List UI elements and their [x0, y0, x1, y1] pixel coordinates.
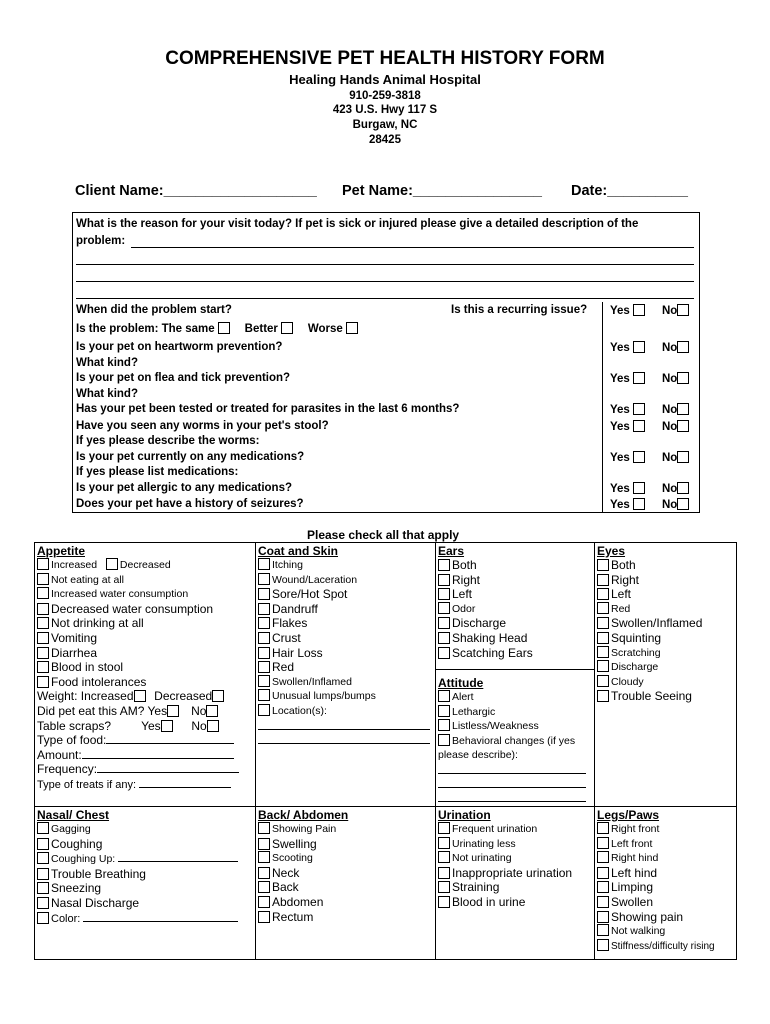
no-option: No	[662, 482, 691, 495]
reason-line-4[interactable]	[76, 298, 694, 299]
coughing-up-input[interactable]	[118, 851, 238, 862]
grid-col-divider-3	[594, 542, 595, 960]
same-checkbox[interactable]	[218, 322, 230, 334]
urination-section	[438, 808, 593, 910]
back-item: Showing Pain	[258, 822, 434, 837]
yes-checkbox[interactable]	[633, 304, 645, 316]
checkbox[interactable]	[37, 573, 49, 585]
nasal-item: Nasal Discharge	[37, 896, 253, 911]
legs-section	[597, 808, 735, 954]
checkbox[interactable]	[597, 881, 609, 893]
nasal-section	[37, 808, 253, 926]
urination-item: Urinating less	[438, 837, 593, 852]
back-item: Swelling	[258, 837, 434, 852]
checkbox[interactable]	[258, 632, 270, 644]
eyes-item: Discharge	[597, 660, 735, 675]
checkbox[interactable]	[258, 661, 270, 673]
nasal-item: Color:	[37, 911, 253, 927]
checkbox[interactable]	[597, 911, 609, 923]
describe-line[interactable]	[438, 777, 593, 791]
no-checkbox[interactable]	[677, 482, 689, 494]
ears-item: Left	[438, 587, 593, 602]
legs-title: Legs/Paws	[597, 808, 660, 822]
checkbox[interactable]	[37, 661, 49, 673]
checkbox[interactable]	[37, 897, 49, 909]
appetite-item: Not eating at all	[37, 573, 253, 588]
checkbox[interactable]	[37, 676, 49, 688]
legs-item: Showing pain	[597, 910, 735, 925]
eyes-section	[597, 544, 735, 704]
checkbox[interactable]	[597, 574, 609, 586]
q-allergic: Is your pet allergic to any medications?	[76, 482, 293, 494]
urination-item: Inappropriate urination	[438, 866, 593, 881]
yes-checkbox[interactable]	[633, 403, 645, 415]
worse-checkbox[interactable]	[346, 322, 358, 334]
back-section	[258, 808, 434, 924]
checkbox[interactable]	[258, 822, 270, 834]
checkbox[interactable]	[258, 911, 270, 923]
food-row: Type of food:	[37, 733, 253, 748]
coat-item: Location(s):	[258, 704, 434, 719]
nasal-item: Gagging	[37, 822, 253, 837]
q-worms-desc: If yes please describe the worms:	[76, 435, 260, 447]
ears-item: Right	[438, 573, 593, 588]
weight-row: Weight: Increased Decreased	[37, 689, 253, 704]
describe-line[interactable]	[438, 763, 593, 777]
eyes-item: Cloudy	[597, 675, 735, 690]
checkbox[interactable]	[438, 705, 450, 717]
nasal-title: Nasal/ Chest	[37, 808, 110, 822]
yes-checkbox[interactable]	[633, 482, 645, 494]
ears-item: Discharge	[438, 616, 593, 631]
q-flea: Is your pet on flea and tick prevention?	[76, 372, 291, 384]
better-checkbox[interactable]	[281, 322, 293, 334]
eyes-item: Trouble Seeing	[597, 689, 735, 704]
checkbox[interactable]	[597, 867, 609, 879]
appetite-section	[37, 544, 253, 793]
checkbox[interactable]	[438, 632, 450, 644]
checkbox[interactable]	[258, 896, 270, 908]
yes-checkbox[interactable]	[633, 420, 645, 432]
back-item: Back	[258, 880, 434, 895]
checkbox[interactable]	[438, 602, 450, 614]
checkbox[interactable]	[597, 822, 609, 834]
checkbox[interactable]	[597, 837, 609, 849]
coat-item: Itching	[258, 558, 434, 573]
checkbox[interactable]	[438, 851, 450, 863]
appetite-item: Vomiting	[37, 631, 253, 646]
no-checkbox[interactable]	[677, 372, 689, 384]
checkbox[interactable]	[438, 719, 450, 731]
visit-divider	[602, 302, 603, 513]
treats-row: Type of treats if any:	[37, 777, 253, 793]
checkbox[interactable]	[438, 881, 450, 893]
checkbox[interactable]	[597, 632, 609, 644]
checkbox[interactable]	[258, 675, 270, 687]
checkbox[interactable]	[207, 720, 219, 732]
checkbox[interactable]	[258, 867, 270, 879]
checkbox[interactable]	[37, 882, 49, 894]
form-title: COMPREHENSIVE PET HEALTH HISTORY FORM	[165, 48, 605, 69]
grid-col-divider-2	[435, 542, 436, 960]
no-option: No	[662, 403, 691, 416]
checkbox[interactable]	[438, 734, 450, 746]
no-option: No	[662, 304, 691, 317]
yes-checkbox[interactable]	[633, 372, 645, 384]
attitude-item: Listless/Weakness	[438, 719, 593, 734]
checkbox[interactable]	[597, 559, 609, 571]
reason-line-3[interactable]	[76, 281, 694, 282]
coat-item: Dandruff	[258, 602, 434, 617]
q-heartworm-kind: What kind?	[76, 357, 138, 369]
checkbox[interactable]	[258, 588, 270, 600]
appetite-item: Blood in stool	[37, 660, 253, 675]
checkbox[interactable]	[438, 690, 450, 702]
checkbox[interactable]	[37, 852, 49, 864]
coat-item: Red	[258, 660, 434, 675]
checkbox[interactable]	[37, 632, 49, 644]
date-field[interactable]: Date:__________	[571, 183, 688, 199]
checklist-title: Please check all that apply	[307, 528, 460, 542]
yes-option: Yes	[610, 341, 647, 354]
back-title: Back/ Abdomen	[258, 808, 349, 822]
no-option: No	[662, 420, 691, 433]
back-item: Abdomen	[258, 895, 434, 910]
checkbox[interactable]	[37, 603, 49, 615]
checkbox[interactable]	[37, 868, 49, 880]
eyes-item: Squinting	[597, 631, 735, 646]
checkbox[interactable]	[438, 867, 450, 879]
checkbox[interactable]	[597, 896, 609, 908]
checkbox[interactable]	[438, 588, 450, 600]
urination-item: Frequent urination	[438, 822, 593, 837]
appetite-item: Not drinking at all	[37, 616, 253, 631]
q-recurring: Is this a recurring issue?	[451, 304, 588, 316]
legs-item: Right front	[597, 822, 735, 837]
eyes-item: Left	[597, 587, 735, 602]
attitude-item: Behavioral changes (if yes	[438, 734, 593, 749]
yes-option: Yes	[610, 372, 647, 385]
back-item: Neck	[258, 866, 434, 881]
checkbox[interactable]	[258, 573, 270, 585]
no-checkbox[interactable]	[677, 420, 689, 432]
color-input[interactable]	[83, 911, 238, 922]
attitude-section	[438, 676, 593, 805]
urination-item: Not urinating	[438, 851, 593, 866]
no-checkbox[interactable]	[677, 341, 689, 353]
clinic-zip: 28425	[369, 134, 401, 146]
checkbox[interactable]	[37, 838, 49, 850]
no-checkbox[interactable]	[677, 498, 689, 510]
checkbox[interactable]	[206, 705, 218, 717]
eyes-title: Eyes	[597, 544, 626, 558]
q-meds: Is your pet currently on any medications?	[76, 451, 305, 463]
legs-item: Left front	[597, 837, 735, 852]
no-checkbox[interactable]	[677, 304, 689, 316]
food-input[interactable]	[106, 733, 234, 744]
checkbox[interactable]	[161, 720, 173, 732]
amount-input[interactable]	[82, 748, 234, 759]
legs-item: Not walking	[597, 924, 735, 939]
q-heartworm: Is your pet on heartworm prevention?	[76, 341, 283, 353]
eyes-item: Swollen/Inflamed	[597, 616, 735, 631]
frequency-row: Frequency:	[37, 762, 253, 777]
coat-item: Wound/Laceration	[258, 573, 434, 588]
frequency-input[interactable]	[97, 762, 239, 773]
clinic-address: 423 U.S. Hwy 117 S	[332, 104, 438, 116]
legs-item: Swollen	[597, 895, 735, 910]
coat-item: Swollen/Inflamed	[258, 675, 434, 690]
checkbox[interactable]	[106, 558, 118, 570]
checkbox[interactable]	[37, 558, 49, 570]
no-checkbox[interactable]	[677, 451, 689, 463]
yes-option: Yes	[610, 498, 647, 511]
nasal-item: Sneezing	[37, 881, 253, 896]
checkbox[interactable]	[597, 660, 609, 672]
reason-label: What is the reason for your visit today? If pet is sick or injured please give a detailed description of the	[76, 218, 639, 230]
coat-item: Crust	[258, 631, 434, 646]
checkbox[interactable]	[37, 822, 49, 834]
checkbox[interactable]	[258, 838, 270, 850]
eyes-item: Red	[597, 602, 735, 617]
q-worms: Have you seen any worms in your pet's stool?	[76, 420, 329, 432]
q-problem-start: When did the problem start?	[76, 304, 232, 316]
ate-row: Did pet eat this AM? Yes No	[37, 704, 253, 719]
checkbox[interactable]	[167, 705, 179, 717]
checkbox[interactable]	[258, 603, 270, 615]
nasal-item: Coughing Up:	[37, 851, 253, 867]
reason-line-2[interactable]	[76, 264, 694, 265]
urination-title: Urination	[438, 808, 491, 822]
grid-row-divider	[34, 806, 737, 807]
checkbox[interactable]	[438, 837, 450, 849]
yes-checkbox[interactable]	[633, 451, 645, 463]
reason-line-1[interactable]	[131, 247, 694, 248]
checkbox[interactable]	[37, 912, 49, 924]
amount-row: Amount:	[37, 748, 253, 763]
urination-item: Straining	[438, 880, 593, 895]
yes-option: Yes	[610, 420, 647, 433]
clinic-name: Healing Hands Animal Hospital	[289, 72, 481, 87]
coat-item: Sore/Hot Spot	[258, 587, 434, 602]
q-meds-list: If yes please list medications:	[76, 466, 239, 478]
no-option: No	[662, 341, 691, 354]
coat-item: Flakes	[258, 616, 434, 631]
pet-name-field[interactable]: Pet Name:________________	[342, 183, 542, 199]
ears-item: Shaking Head	[438, 631, 593, 646]
describe-line[interactable]	[438, 791, 593, 805]
legs-item: Right hind	[597, 851, 735, 866]
attitude-title: Attitude	[438, 676, 484, 690]
yes-checkbox[interactable]	[633, 341, 645, 353]
checkbox[interactable]	[438, 574, 450, 586]
checkbox[interactable]	[258, 617, 270, 629]
legs-item: Limping	[597, 880, 735, 895]
checkbox[interactable]	[597, 602, 609, 614]
checkbox[interactable]	[438, 647, 450, 659]
clinic-city: Burgaw, NC	[352, 119, 418, 131]
location-line[interactable]	[258, 733, 434, 747]
yes-option: Yes	[610, 304, 647, 317]
checkbox[interactable]	[597, 939, 609, 951]
ears-section	[438, 544, 593, 660]
clinic-phone: 910-259-3818	[349, 90, 421, 102]
checkbox[interactable]	[597, 646, 609, 658]
coat-section	[258, 544, 434, 747]
grid-col-divider-1	[255, 542, 256, 960]
eyes-item: Scratching	[597, 646, 735, 661]
q-parasites: Has your pet been tested or treated for parasites in the last 6 months?	[76, 403, 460, 415]
eyes-item: Right	[597, 573, 735, 588]
q-problem: Is the problem: The same Better Worse	[76, 322, 360, 335]
urination-item: Blood in urine	[438, 895, 593, 910]
checkbox[interactable]	[212, 690, 224, 702]
coat-item: Unusual lumps/bumps	[258, 689, 434, 704]
reason-label-2: problem:	[76, 235, 126, 247]
yes-option: Yes	[610, 482, 647, 495]
back-item: Scooting	[258, 851, 434, 866]
attitude-item: Alert	[438, 690, 593, 705]
checkbox[interactable]	[438, 896, 450, 908]
appetite-item: Food intolerances	[37, 675, 253, 690]
location-line[interactable]	[258, 719, 434, 733]
q-seizures: Does your pet have a history of seizures?	[76, 498, 304, 510]
checkbox[interactable]	[258, 689, 270, 701]
no-option: No	[662, 498, 691, 511]
no-option: No	[662, 451, 691, 464]
yes-option: Yes	[610, 451, 647, 464]
scraps-row: Table scraps? Yes No	[37, 719, 253, 734]
checkbox[interactable]	[37, 587, 49, 599]
appetite-title: Appetite	[37, 544, 85, 558]
coat-item: Hair Loss	[258, 646, 434, 661]
appetite-item: Increased Decreased	[37, 558, 253, 573]
q-flea-kind: What kind?	[76, 388, 138, 400]
checkbox[interactable]	[438, 559, 450, 571]
legs-item: Left hind	[597, 866, 735, 881]
ears-item: Both	[438, 558, 593, 573]
checkbox[interactable]	[597, 924, 609, 936]
yes-checkbox[interactable]	[633, 498, 645, 510]
appetite-item: Decreased water consumption	[37, 602, 253, 617]
ears-item: Scatching Ears	[438, 646, 593, 661]
checkbox[interactable]	[258, 704, 270, 716]
checkbox[interactable]	[258, 881, 270, 893]
treats-input[interactable]	[139, 777, 231, 788]
checkbox[interactable]	[438, 822, 450, 834]
checkbox[interactable]	[258, 558, 270, 570]
checkbox[interactable]	[597, 675, 609, 687]
no-checkbox[interactable]	[677, 403, 689, 415]
checkbox[interactable]	[597, 851, 609, 863]
appetite-item: Diarrhea	[37, 646, 253, 661]
checkbox[interactable]	[597, 617, 609, 629]
attitude-item: Lethargic	[438, 705, 593, 720]
ears-attitude-divider	[435, 669, 594, 670]
checkbox[interactable]	[37, 617, 49, 629]
client-name-field[interactable]: Client Name:___________________	[75, 183, 317, 199]
attitude-describe: please describe):	[438, 749, 518, 762]
appetite-item: Increased water consumption	[37, 587, 253, 602]
eyes-item: Both	[597, 558, 735, 573]
nasal-item: Coughing	[37, 837, 253, 852]
coat-title: Coat and Skin	[258, 544, 339, 558]
ears-item: Odor	[438, 602, 593, 617]
back-item: Rectum	[258, 910, 434, 925]
checkbox[interactable]	[597, 690, 609, 702]
checkbox[interactable]	[134, 690, 146, 702]
ears-title: Ears	[438, 544, 465, 558]
nasal-item: Trouble Breathing	[37, 867, 253, 882]
checkbox[interactable]	[37, 647, 49, 659]
checkbox[interactable]	[438, 617, 450, 629]
checkbox[interactable]	[597, 588, 609, 600]
no-option: No	[662, 372, 691, 385]
checkbox[interactable]	[258, 851, 270, 863]
checkbox[interactable]	[258, 647, 270, 659]
legs-item: Stiffness/difficulty rising	[597, 939, 735, 955]
yes-option: Yes	[610, 403, 647, 416]
